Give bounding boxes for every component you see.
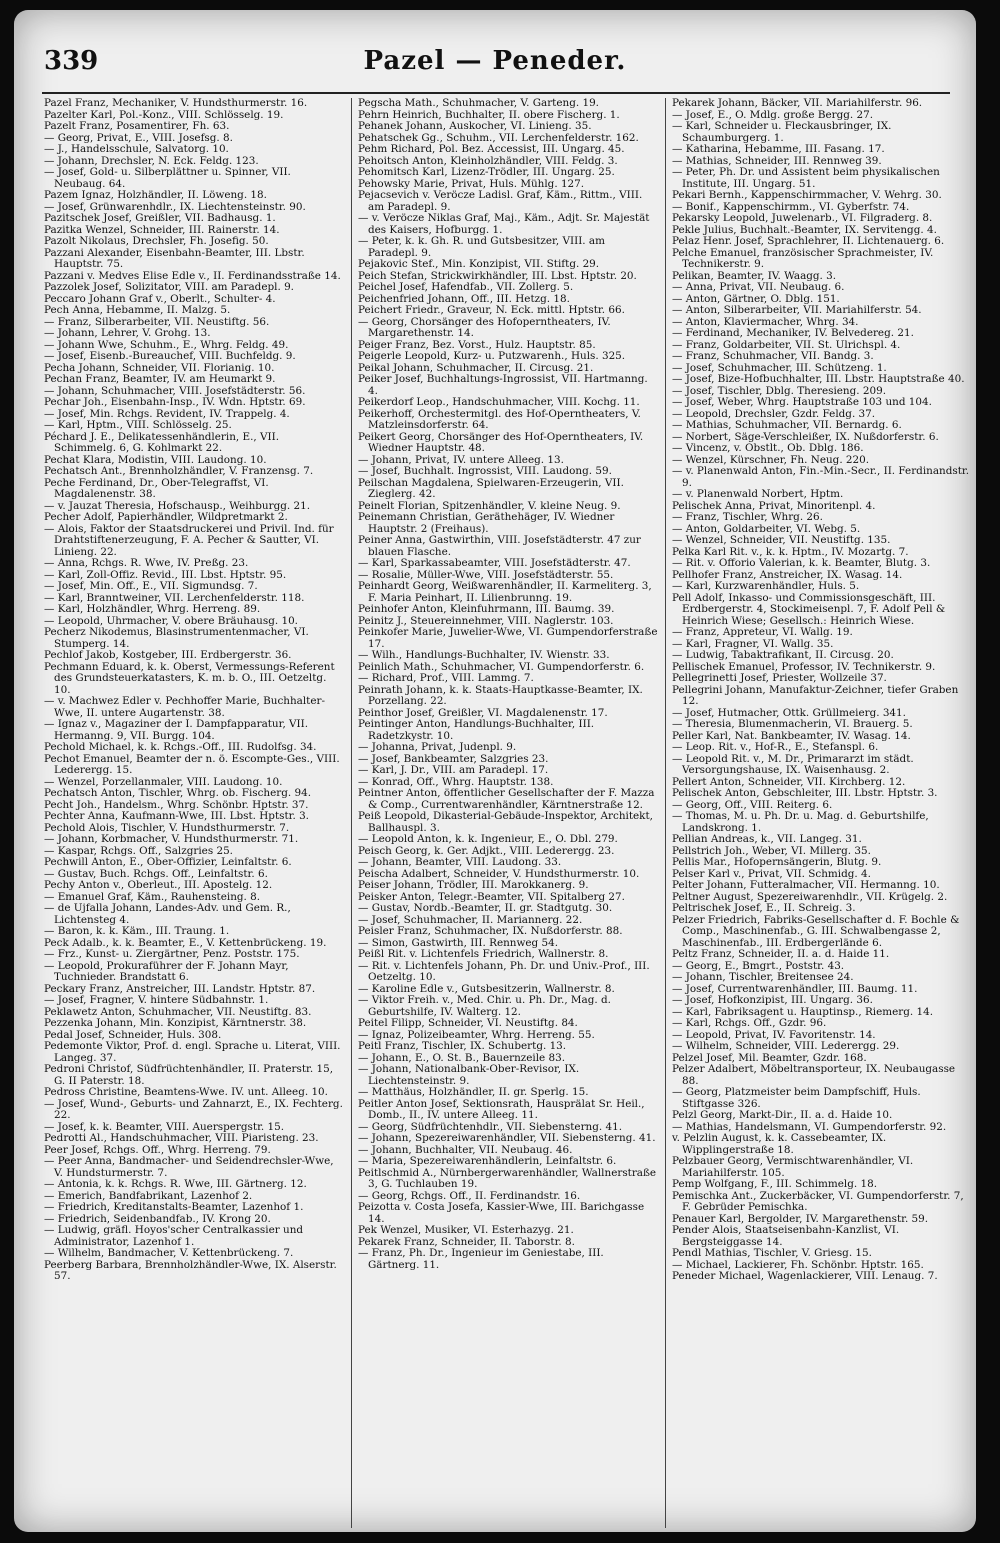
directory-entry: Pehm Richard, Pol. Bez. Accessist, III. Ungarg. 45. xyxy=(358,143,625,155)
directory-entry: Pelka Karl Rit. v., k. k. Hptm., IV. Mozartg. 7. xyxy=(672,545,909,558)
directory-entry: — Franz, Schuhmacher, VII. Bandg. 3. xyxy=(672,350,874,362)
directory-entry: Pecha Johann, Schneider, VII. Florianig. 10. xyxy=(44,361,275,374)
directory-entry: Peinkofer Marie, Juwelier-Wwe, VI. Gumpendorferstraße 17. xyxy=(358,626,658,650)
directory-entry: Peichel Josef, Hafendfab., VII. Zollerg. 5. xyxy=(358,281,574,293)
directory-entry: Peisker Anton, Telegr.-Beamter, VII. Spitalberg 27. xyxy=(358,890,625,903)
directory-entry: Peer Josef, Rchgs. Off., Whrg. Herreng. 79. xyxy=(44,1143,271,1156)
directory-entry: Pechatsch Anton, Tischler, Whrg. ob. Fischerg. 94. xyxy=(44,787,312,799)
directory-entry: — Josef, Schuhmacher, III. Schützeng. 1. xyxy=(672,361,887,374)
directory-entry: Pelzer Adalbert, Möbeltransporteur, IX. Neubaugasse 88. xyxy=(672,1063,956,1087)
directory-entry: — Maria, Spezereiwarenhändlerin, Leinfaltstr. 6. xyxy=(358,1155,617,1167)
directory-entry: Pekarek Johann, Bäcker, VII. Mariahilferstr. 96. xyxy=(672,98,923,109)
directory-entry: — v. Planenwald Norbert, Hptm. xyxy=(672,488,844,500)
directory-entry: Peischa Adalbert, Schneider, V. Hundsthurmerstr. 10. xyxy=(358,867,640,880)
directory-entry: Peizotta v. Costa Josefa, Kassier-Wwe, III. Barichgasse 14. xyxy=(358,1201,645,1225)
directory-entry: Pekarek Franz, Schneider, II. Taborstr. 8. xyxy=(358,1235,575,1248)
directory-entry: Pedal Josef, Schneider, Huls. 308. xyxy=(44,1028,222,1041)
directory-entry: — Theresia, Blumenmacherin, VI. Brauerg. 5. xyxy=(672,718,913,730)
directory-entry: Pechatsch Ant., Brennholzhändler, V. Franzensg. 7. xyxy=(44,465,314,477)
directory-entry: Pehrn Heinrich, Buchhalter, II. obere Fischerg. 1. xyxy=(358,108,620,121)
directory-entry: Pemischka Ant., Zuckerbäcker, VI. Gumpendorferstr. 7, F. Gebrüder Pemischka. xyxy=(672,1189,964,1213)
directory-entry: — Josef, Min. Off., E., VII. Sigmundsg. 7. xyxy=(44,580,258,592)
directory-entry: Peichert Friedr., Graveur, N. Eck. mittl. Hptstr. 66. xyxy=(358,304,625,316)
directory-entry: — de Ujfalla Johann, Landes-Adv. und Gem. R., Lichtensteg 4. xyxy=(44,902,291,926)
directory-entry: Pellstrich Joh., Weber, VI. Millerg. 35. xyxy=(672,844,871,857)
directory-entry: — Matthäus, Holzhändler, II. gr. Sperlg. 15. xyxy=(358,1086,589,1098)
directory-entry: Peisler Franz, Schuhmacher, IX. Nußdorferstr. 88. xyxy=(358,925,623,937)
directory-entry: Pechan Franz, Beamter, IV. am Heumarkt 9. xyxy=(44,373,276,385)
directory-entry: — Franz, Ph. Dr., Ingenieur im Geniestabe, III. Gärtnerg. 11. xyxy=(358,1247,604,1271)
directory-entry: Peintner Anton, öffentlicher Gesellschafter der F. Mazza & Comp., Currentwarenhändler, Kärntnerstraße 12. xyxy=(358,787,655,811)
directory-entry: — Bonif., Kappenschirmm., VI. Gyberfstr. 74. xyxy=(672,200,910,213)
directory-entry: Peikert Georg, Chorsänger des Hof-Operntheaters, IV. Wiedner Hauptstr. 48. xyxy=(358,430,644,454)
directory-entry: Peltz Franz, Schneider, II. a. d. Haide 11. xyxy=(672,948,890,960)
directory-entry: — Leopold, Privat, IV. Favoritenstr. 14. xyxy=(672,1028,876,1041)
directory-entry: — Leopold, Drechsler, Gzdr. Feldg. 37. xyxy=(672,407,876,420)
directory-entry: — Baron, k. k. Käm., III. Traung. 1. xyxy=(44,925,230,937)
page-header xyxy=(14,46,976,86)
directory-page xyxy=(14,10,976,1532)
directory-entry: Peikerdorf Leop., Handschuhmacher, VIII. Kochg. 11. xyxy=(358,396,640,408)
directory-entry: Peiner Anna, Gastwirthin, VIII. Josefstädterstr. 47 zur blauen Flasche. xyxy=(358,534,641,558)
directory-entry: — Leopold Rit. v., M. Dr., Primararzt im städt. Versorgungshause, IX. Waisenhausg. 2. xyxy=(672,752,914,776)
directory-entry: Pezzenka Johann, Min. Konzipist, Kärntnerstr. 38. xyxy=(44,1017,307,1029)
directory-entry: — Michael, Lackierer, Fh. Schönbr. Hptstr. 165. xyxy=(672,1258,924,1271)
directory-entry: — Johann, Buchhalter, VII. Neubaug. 46. xyxy=(358,1143,573,1156)
directory-entry: — Wilhelm, Schneider, VIII. Lederergg. 29. xyxy=(672,1040,900,1052)
directory-entry: Pehomitsch Karl, Lizenz-Trödler, III. Ungarg. 25. xyxy=(358,166,615,178)
directory-entry: — Norbert, Säge-Verschleißer, IX. Nußdorferstr. 6. xyxy=(672,430,939,443)
directory-entry: Pelzer Friedrich, Fabriks-Gesellschafter d. F. Bochle & Comp., Maschinenfab., G. III. Schwalbengasse 2, Maschinenfab., III. Erdbergerlände 6. xyxy=(672,913,960,949)
directory-entry: — Karl, Fragner, VI. Wallg. 35. xyxy=(672,637,834,650)
directory-entry: — Anton, Klaviermacher, Whrg. 34. xyxy=(672,315,859,328)
directory-entry: — v. Veröcze Niklas Graf, Maj., Käm., Adjt. Sr. Majestät des Kaisers, Hofburgg. 1. xyxy=(358,212,650,236)
directory-entry: Péchard J. E., Delikatessenhändlerin, E., VII. Schimmelg. 6, G. Kohlmarkt 22. xyxy=(44,430,280,454)
directory-entry: Pendl Mathias, Tischler, V. Griesg. 15. xyxy=(672,1247,872,1259)
directory-entry: Pazitka Wenzel, Schneider, III. Rainerstr. 14. xyxy=(44,223,280,236)
directory-entry: — Friedrich, Seidenbandfab., IV. Krong 20. xyxy=(44,1212,271,1225)
directory-entry: — J., Handelsschule, Salvatorg. 10. xyxy=(44,143,229,155)
directory-entry: Pehoitsch Anton, Kleinholzhändler, VIII. Feldg. 3. xyxy=(358,154,618,167)
directory-entry: — Johann, Korbmacher, V. Hundsthurmerstr. 71. xyxy=(44,833,299,845)
directory-entry: — Johann, Nationalbank-Ober-Revisor, IX. Liechtensteinstr. 9. xyxy=(358,1063,580,1087)
directory-entry: Peichenfried Johann, Off., III. Hetzg. 18. xyxy=(358,292,570,305)
directory-entry: Peller Karl, Nat. Bankbeamter, IV. Wasag. 14. xyxy=(672,729,911,742)
directory-entry: — Ferdinand, Mechaniker, IV. Belvedereg. 21. xyxy=(672,327,914,339)
directory-entry: Peccaro Johann Graf v., Oberlt., Schulter- 4. xyxy=(44,292,276,305)
directory-entry: — Friedrich, Kreditanstalts-Beamter, Lazenhof 1. xyxy=(44,1201,304,1213)
directory-entry: — Josef, Eisenb.-Bureauchef, VIII. Buchfeldg. 9. xyxy=(44,350,296,362)
directory-entry: — v. Machwez Edler v. Pechhoffer Marie, Buchhalter-Wwe, II. untere Augartenstr. 38. xyxy=(44,695,325,719)
directory-entry: — Anton, Goldarbeiter, VI. Webg. 5. xyxy=(672,522,861,535)
directory-entry: Pedemonte Viktor, Prof. d. engl. Sprache u. Literat, VIII. Langeg. 37. xyxy=(44,1040,341,1064)
directory-entry: — Josef, Bankbeamter, Salzgries 23. xyxy=(358,752,549,765)
directory-entry: — Karl, Fabriksagent u. Hauptinsp., Riemerg. 14. xyxy=(672,1005,934,1018)
directory-entry: — Georg, E., Bmgrt., Poststr. 43. xyxy=(672,959,845,972)
directory-entry: Pechmann Eduard, k. k. Oberst, Vermessungs-Referent des Grundsteuerkatasters, K. m. b. O., III. Oetzeltg. 10. xyxy=(44,660,335,696)
page-number: 339 xyxy=(44,46,99,76)
directory-entry: Peiß Leopold, Dikasterial-Gebäude-Inspektor, Architekt, Ballhauspl. 3. xyxy=(358,810,653,834)
directory-entry: Pejakovic Stef., Min. Konzipist, VII. Stiftg. 29. xyxy=(358,258,600,270)
directory-entry: Pellegrini Johann, Manufaktur-Zeichner, tiefer Graben 12. xyxy=(672,683,959,707)
directory-entry: — Vincenz, v. Obstlt., Ob. Dblg. 186. xyxy=(672,442,864,454)
directory-entry: — Wilhelm, Bandmacher, V. Kettenbrückeng. 7. xyxy=(44,1247,294,1259)
directory-entry: — Leop. Rit. v., Hof-R., E., Stefanspl. 6. xyxy=(672,741,879,753)
directory-entry: Pek Wenzel, Musiker, VI. Esterhazyg. 21. xyxy=(358,1224,574,1236)
directory-entry: Peigerle Leopold, Kurz- u. Putzwarenh., Huls. 325. xyxy=(358,350,626,362)
directory-entry: — Wilh., Handlungs-Buchhalter, IV. Wienstr. 33. xyxy=(358,649,610,661)
directory-entry: Pedross Christine, Beamtens-Wwe. IV. unt. Alleeg. 10. xyxy=(44,1086,328,1098)
directory-entry: — Georg, Chorsänger des Hofoperntheaters, IV. Margarethenstr. 14. xyxy=(358,315,611,339)
directory-entry: — Johann, Beamter, VIII. Laudong. 33. xyxy=(358,856,562,868)
directory-entry: — Johann, Lehrer, V. Grohg. 13. xyxy=(44,327,211,339)
directory-entry: — Anton, Gärtner, O. Dblg. 151. xyxy=(672,292,840,305)
directory-entry: Pegscha Math., Schuhmacher, V. Garteng. 19. xyxy=(358,98,599,109)
directory-entry: Peitler Anton Josef, Sektionsrath, Hausprälat Sr. Heil., Domb., II., IV. untere Alleeg. 11. xyxy=(358,1097,645,1121)
directory-entry: — Mathias, Handelsmann, VI. Gumpendorferstr. 92. xyxy=(672,1120,947,1133)
directory-entry: — Karl, Holzhändler, Whrg. Herreng. 89. xyxy=(44,603,261,615)
directory-entry: — Leopold Anton, k. k. Ingenieur, E., O. Dbl. 279. xyxy=(358,833,618,845)
directory-entry: Peerberg Barbara, Brennholzhändler-Wwe, IX. Alserstr. 57. xyxy=(44,1258,337,1282)
directory-entry: Peneder Michael, Wagenlackierer, VIII. Lenaug. 7. xyxy=(672,1270,938,1282)
column-3 xyxy=(672,98,972,1528)
directory-entry: — Rit. v. Lichtenfels Johann, Ph. Dr. und Univ.-Prof., III. Oetzeltg. 10. xyxy=(358,959,650,983)
directory-entry: Peinemann Christian, Geräthehäger, IV. Wiedner Hauptstr. 2 (Freihaus). xyxy=(358,511,615,535)
directory-entry: Pechwill Anton, E., Ober-Offizier, Leinfaltstr. 6. xyxy=(44,856,292,868)
directory-entry: Pejacsevich v. Veröcze Ladisl. Graf, Käm., Rittm., VIII. am Paradepl. 9. xyxy=(358,189,643,213)
directory-entry: Pechat Klara, Modistin, VIII. Laudong. 10. xyxy=(44,453,267,466)
directory-entry: Pechold Alois, Tischler, V. Hundsthurmerstr. 7. xyxy=(44,821,290,834)
directory-entry: Peinhofer Anton, Kleinfuhrmann, III. Baumg. 39. xyxy=(358,603,615,615)
directory-entry: Pechar Joh., Eisenbahn-Insp., IV. Wdn. Hptstr. 69. xyxy=(44,396,306,408)
directory-entry: — Karl, J. Dr., VIII. am Paradepl. 17. xyxy=(358,764,549,776)
directory-entry: Pelikan, Beamter, IV. Waagg. 3. xyxy=(672,269,837,282)
directory-entry: Peinlich Math., Schuhmacher, VI. Gumpendorferstr. 6. xyxy=(358,660,645,673)
directory-entry: Peiger Franz, Bez. Vorst., Hulz. Hauptstr. 85. xyxy=(358,338,596,351)
directory-entry: — Anna, Privat, VII. Neubaug. 6. xyxy=(672,281,845,293)
directory-entry: Peche Ferdinand, Dr., Ober-Telegraffst, VI. Magdalenenstr. 38. xyxy=(44,476,269,500)
directory-entry: Peltner August, Spezereiwarenhdlr., VII. Krügelg. 2. xyxy=(672,890,948,903)
directory-entry: — Johann, E., O. St. B., Bauernzeile 83. xyxy=(358,1051,566,1064)
directory-entry: Pelzl Georg, Markt-Dir., II. a. d. Haide 10. xyxy=(672,1109,893,1121)
header-rule xyxy=(42,92,950,94)
directory-entry: — Karl, Rchgs. Off., Gzdr. 96. xyxy=(672,1017,827,1029)
directory-entry: — Franz, Silberarbeiter, VII. Neustiftg. 56. xyxy=(44,315,270,328)
directory-entry: Pellhofer Franz, Anstreicher, IX. Wasag. 14. xyxy=(672,568,903,581)
directory-entry: — Ludwig, Tabaktrafikant, II. Circusg. 20. xyxy=(672,649,894,661)
directory-entry: Pazitschek Josef, Greißler, VII. Badhausg. 1. xyxy=(44,212,276,224)
directory-entry: Peinthor Josef, Greißler, VI. Magdalenenstr. 17. xyxy=(358,706,608,719)
column-1 xyxy=(44,98,344,1528)
directory-entry: — Franz, Tischler, Whrg. 26. xyxy=(672,511,823,523)
directory-entry: Pehowsky Marie, Privat, Huls. Mühlg. 127. xyxy=(358,177,585,190)
directory-entry: — Georg, Off., VIII. Reiterg. 6. xyxy=(672,798,833,811)
directory-entry: — Ludwig, gräfl. Hoyos'scher Centralkassier und Administrator, Lazenhof 1. xyxy=(44,1224,304,1248)
directory-entry: — Karl, Sparkassabeamter, VIII. Josefstädterstr. 47. xyxy=(358,557,631,569)
directory-entry: Pelischek Anna, Privat, Minoritenpl. 4. xyxy=(672,499,876,512)
directory-entry: — Alois, Faktor der Staatsdruckerei und Privil. Ind. für Drahtstiftenerzeugung, F. A. Pecher & Sautter, VI. Linieng. 22. xyxy=(44,522,334,558)
directory-entry: — Johann, Drechsler, N. Eck. Feldg. 123. xyxy=(44,154,259,167)
directory-entry: — Gustav, Buch. Rchgs. Off., Leinfaltstr. 6. xyxy=(44,867,268,880)
directory-entry: Pellert Anton, Schneider, VII. Kirchberg. 12. xyxy=(672,775,906,788)
directory-entry: — Konrad, Off., Whrg. Hauptstr. 138. xyxy=(358,775,554,788)
directory-entry: Pechold Michael, k. k. Rchgs.-Off., III. Rudolfsg. 34. xyxy=(44,741,317,753)
directory-entry: — Karl, Hptm., VIII. Schlösselg. 25. xyxy=(44,419,232,431)
directory-entry: Pell Adolf, Inkasso- und Commissionsgeschäft, III. Erdbergerstr. 4, Stockimeisenpl. 7, F. Adolf Pell & Heinrich Wiese; Gesellsch.: Heinrich Wiese. xyxy=(672,591,946,627)
directory-entry: — Anton, Silberarbeiter, VII. Mariahilferstr. 54. xyxy=(672,304,922,316)
directory-entry: Pechter Anna, Kaufmann-Wwe, III. Lbst. Hptstr. 3. xyxy=(44,810,309,822)
directory-entry: — Karl, Branntweiner, VII. Lerchenfelderstr. 118. xyxy=(44,591,305,604)
directory-entry: Pazolt Nikolaus, Drechsler, Fh. Josefig. 50. xyxy=(44,235,269,247)
directory-entry: Peitel Filipp, Schneider, VI. Neustiftg. 84. xyxy=(358,1017,578,1029)
directory-entry: — Viktor Freih. v., Med. Chir. u. Ph. Dr., Mag. d. Geburtshilfe, IV. Walterg. 12. xyxy=(358,994,611,1018)
directory-entry: Peinelt Florian, Spitzenhändler, V. kleine Neug. 9. xyxy=(358,499,621,512)
directory-entry: — Johann, Schuhmacher, VIII. Josefstädterstr. 56. xyxy=(44,384,306,397)
directory-entry: — Josef, Buchhalt. Ingrossist, VIII. Laudong. 59. xyxy=(358,465,612,477)
column-divider xyxy=(351,98,352,1528)
directory-entry: Peintinger Anton, Handlungs-Buchhalter, III. Radetzkystr. 10. xyxy=(358,718,595,742)
directory-entry: Pazelter Karl, Pol.-Konz., VIII. Schlösselg. 19. xyxy=(44,108,284,121)
directory-entry: — Emanuel Graf, Käm., Rauhensteing. 8. xyxy=(44,890,261,903)
directory-entry: Pazel Franz, Mechaniker, V. Hundsthurmerstr. 16. xyxy=(44,98,308,109)
directory-entry: v. Pelzlin August, k. k. Cassebeamter, IX. Wipplingerstraße 18. xyxy=(672,1132,887,1156)
directory-entry: — Leopold, Prokuraführer der F. Johann Mayr, Tuchnieder. Brandstatt 6. xyxy=(44,959,289,983)
directory-entry: Pechlof Jakob, Kostgeber, III. Erdbergerstr. 36. xyxy=(44,649,292,661)
entry-columns xyxy=(44,98,974,1528)
directory-entry: — Ignaz, Polizeibeamter, Whrg. Herreng. 55. xyxy=(358,1028,595,1041)
directory-entry: — Josef, Schuhmacher, II. Mariannerg. 22. xyxy=(358,913,583,926)
directory-entry: Pechot Emanuel, Beamter der n. ö. Escompte-Ges., VIII. Lederergg. 15. xyxy=(44,752,340,776)
directory-entry: — Wenzel, Kürschner, Fh. Neug. 220. xyxy=(672,453,870,466)
directory-entry: Pelzel Josef, Mil. Beamter, Gzdr. 168. xyxy=(672,1051,867,1064)
directory-entry: Pender Alois, Staatseisenbahn-Kanzlist, VI. Bergsteiggasse 14. xyxy=(672,1224,900,1248)
directory-entry: Peich Stefan, Strickwirkhändler, III. Lbst. Hptstr. 20. xyxy=(358,269,637,282)
directory-entry: Peiker Josef, Buchhaltungs-Ingrossist, VII. Hartmanng. 4. xyxy=(358,373,648,397)
directory-entry: — Emerich, Bandfabrikant, Lazenhof 2. xyxy=(44,1189,253,1202)
directory-entry: Pech Anna, Hebamme, II. Malzg. 5. xyxy=(44,304,231,316)
directory-entry: — Josef, Gold- u. Silberplättner u. Spinner, VII. Neubaug. 64. xyxy=(44,166,291,190)
directory-entry: — Georg, Südfrüchtenhdlr., VII. Siebensterng. 41. xyxy=(358,1120,623,1133)
directory-entry: Pechy Anton v., Oberleut., III. Apostelg. 12. xyxy=(44,879,273,891)
directory-entry: Pelche Emanuel, französischer Sprachmeister, IV. Technikerstr. 9. xyxy=(672,246,934,270)
directory-entry: Pellian Andreas, k., VII. Langeg. 31. xyxy=(672,833,862,845)
directory-entry: Pecher Adolf, Papierhändler, Wildpretmarkt 2. xyxy=(44,511,288,523)
directory-entry: Pazzolek Josef, Solizitator, VIII. am Paradepl. 9. xyxy=(44,281,294,293)
directory-entry: — Josef, Weber, Whrg. Hauptstraße 103 und 104. xyxy=(672,396,932,408)
directory-entry: — Peter, Ph. Dr. und Assistent beim physikalischen Institute, III. Ungarg. 51. xyxy=(672,166,940,190)
directory-entry: Pekari Bernh., Kappenschirmmacher, V. Wehrg. 30. xyxy=(672,189,942,201)
column-divider xyxy=(665,98,666,1528)
directory-entry: Pazzani Alexander, Eisenbahn-Beamter, III. Lbstr. Hauptstr. 75. xyxy=(44,246,305,270)
directory-entry: — Josef, Currentwarenhändler, III. Baumg. 11. xyxy=(672,982,918,995)
directory-entry: Peltrischek Josef, E., II. Schreig. 3. xyxy=(672,902,856,914)
directory-entry: Pazem Ignaz, Holzhändler, II. Löweng. 18. xyxy=(44,189,267,201)
directory-entry: — Peter, k. k. Gh. R. und Gutsbesitzer, VIII. am Paradepl. 9. xyxy=(358,235,605,259)
directory-entry: Penauer Karl, Bergolder, IV. Margarethenstr. 59. xyxy=(672,1212,929,1225)
directory-entry: Peckary Franz, Anstreicher, III. Landstr. Hptstr. 87. xyxy=(44,982,316,995)
directory-entry: — Johann, Privat, IV. untere Alleeg. 13. xyxy=(358,453,564,466)
directory-entry: Peklawetz Anton, Schuhmacher, VII. Neustiftg. 83. xyxy=(44,1005,312,1018)
directory-entry: — Thomas, M. u. Ph. Dr. u. Mag. d. Geburtshilfe, Landskrong. 1. xyxy=(672,810,929,834)
directory-entry: Pemp Wolfgang, F., III. Schimmelg. 18. xyxy=(672,1178,878,1190)
directory-entry: — Rit. v. Offorio Valerian, k. k. Beamter, Blutg. 3. xyxy=(672,557,931,569)
directory-entry: — Karoline Edle v., Gutsbesitzerin, Wallnerstr. 8. xyxy=(358,982,615,995)
directory-entry: — Georg, Platzmeister beim Dampfschiff, Huls. Stiftgasse 326. xyxy=(672,1086,921,1110)
directory-entry: Pelaz Henr. Josef, Sprachlehrer, II. Lichtenauerg. 6. xyxy=(672,235,945,247)
directory-entry: Pehatschek Gg., Schuhm., VII. Lerchenfelderstr. 162. xyxy=(358,131,639,144)
directory-entry: Peitl Franz, Tischler, IX. Schubertg. 13. xyxy=(358,1040,567,1052)
directory-entry: Pellegrinetti Josef, Priester, Wollzeile 37. xyxy=(672,672,887,684)
directory-entry: Pazzani v. Medves Elise Edle v., II. Ferdinandsstraße 14. xyxy=(44,269,341,282)
directory-entry: — Josef, Tischler, Dblg. Theresieng. 209. xyxy=(672,384,887,397)
directory-entry: — Josef, Min. Rchgs. Revident, IV. Trappelg. 4. xyxy=(44,407,290,420)
directory-entry: Peiser Johann, Trödler, III. Marokkanerg. 9. xyxy=(358,879,589,891)
directory-entry: — Josef, Fragner, V. hintere Südbahnstr. 1. xyxy=(44,994,269,1006)
directory-entry: Peikerhoff, Orchestermitgl. des Hof-Operntheaters, V. Matzleinsdorferstr. 64. xyxy=(358,407,641,431)
directory-entry: — Karl, Kurzwarenhändler, Huls. 5. xyxy=(672,580,860,592)
directory-entry: — Josef, E., O. Mdlg. große Bergg. 27. xyxy=(672,108,874,121)
directory-entry: Peinrath Johann, k. k. Staats-Hauptkasse-Beamter, IX. Porzellang. 22. xyxy=(358,683,643,707)
directory-entry: — Franz, Appreteur, VI. Wallg. 19. xyxy=(672,626,853,638)
directory-entry: — Franz, Goldarbeiter, VII. St. Ulrichspl. 4. xyxy=(672,338,901,351)
directory-entry: — Ignaz v., Magaziner der I. Dampfapparatur, VII. Hermanng. 9, VII. Burgg. 104. xyxy=(44,718,309,742)
directory-entry: Peikal Johann, Schuhmacher, II. Circusg. 21. xyxy=(358,361,594,374)
directory-entry: — Katharina, Hebamme, III. Fasang. 17. xyxy=(672,143,885,155)
directory-entry: Pellischek Emanuel, Professor, IV. Technikerstr. 9. xyxy=(672,660,936,673)
directory-entry: Pelzbauer Georg, Vermischtwarenhändler, VI. Mariahilferstr. 105. xyxy=(672,1155,914,1179)
directory-entry: — Kaspar, Rchgs. Off., Salzgries 25. xyxy=(44,844,233,857)
directory-entry: Peinhardt Georg, Weißwarenhändler, II. Karmeliterg. 3, F. Maria Peinhart, II. Lilienbrunng. 19. xyxy=(358,580,652,604)
directory-entry: — Johanna, Privat, Judenpl. 9. xyxy=(358,741,517,753)
directory-entry: — Wenzel, Porzellanmaler, VIII. Laudong. 10. xyxy=(44,775,283,788)
directory-entry: Pecht Joh., Handelsm., Whrg. Schönbr. Hptstr. 37. xyxy=(44,798,309,811)
directory-entry: — Mathias, Schuhmacher, VII. Bernardg. 6. xyxy=(672,419,902,431)
directory-entry: — Mathias, Schneider, III. Rennweg 39. xyxy=(672,154,882,167)
directory-entry: — Josef, Bize-Hofbuchhalter, III. Lbstr. Hauptstraße 40. xyxy=(672,373,965,385)
directory-entry: Peilschan Magdalena, Spielwaren-Erzeugerin, VII. Zieglerg. 42. xyxy=(358,476,624,500)
directory-entry: Peißl Rit. v. Lichtenfels Friedrich, Wallnerstr. 8. xyxy=(358,948,609,960)
directory-entry: — Josef, Grünwarenhdlr., IX. Liechtensteinstr. 90. xyxy=(44,200,306,213)
directory-entry: — Johann, Tischler, Breitensee 24. xyxy=(672,971,854,983)
directory-entry: — Georg, Rchgs. Off., II. Ferdinandstr. 16. xyxy=(358,1189,581,1202)
directory-entry: Pehanek Johann, Auskocher, VI. Linieng. 35. xyxy=(358,120,592,132)
directory-entry: — Wenzel, Schneider, VII. Neustiftg. 135. xyxy=(672,534,891,546)
directory-entry: — Josef, Hofkonzipist, III. Ungarg. 36. xyxy=(672,994,873,1006)
directory-entry: Peitlschmid A., Nürnbergerwarenhändler, Wallnerstraße 3, G. Tuchlauben 19. xyxy=(358,1166,657,1190)
directory-entry: — Frz., Kunst- u. Ziergärtner, Penz. Poststr. 175. xyxy=(44,948,300,960)
directory-entry: — Johann, Spezereiwarenhändler, VII. Siebensterng. 41. xyxy=(358,1132,656,1144)
directory-entry: Pellis Mar., Hofopernsängerin, Blutg. 9. xyxy=(672,856,882,868)
directory-entry: — Johann Wwe, Schuhm., E., Whrg. Feldg. 49. xyxy=(44,338,289,351)
directory-entry: Pedrotti Al., Handschuhmacher, VIII. Piaristeng. 23. xyxy=(44,1132,319,1144)
directory-entry: — Rosalie, Müller-Wwe, VIII. Josefstädterstr. 55. xyxy=(358,568,614,581)
directory-entry: Pelter Johann, Futteralmacher, VII. Hermanng. 10. xyxy=(672,879,940,891)
directory-entry: Pecherz Nikodemus, Blasinstrumentenmacher, VI. Stumperg. 14. xyxy=(44,626,309,650)
directory-entry: Pelser Karl v., Privat, VII. Schmidg. 4. xyxy=(672,867,871,880)
directory-entry: — Simon, Gastwirth, III. Rennweg 54. xyxy=(358,936,558,949)
directory-entry: — Gustav, Nordb.-Beamter, II. gr. Stadtgutg. 30. xyxy=(358,902,613,914)
directory-entry: — Antonia, k. k. Rchgs. R. Wwe, III. Gärtnerg. 12. xyxy=(44,1178,307,1190)
directory-entry: — Josef, Hutmacher, Ottk. Grüllmeierg. 341. xyxy=(672,706,906,719)
directory-entry: — Richard, Prof., VIII. Lammg. 7. xyxy=(358,672,534,684)
directory-entry: — Josef, k. k. Beamter, VIII. Auerspergstr. 15. xyxy=(44,1120,285,1133)
directory-entry: Pelischek Anton, Gebschleiter, III. Lbstr. Hptstr. 3. xyxy=(672,787,938,799)
directory-entry: Peck Adalb., k. k. Beamter, E., V. Kettenbrückeng. 19. xyxy=(44,936,327,949)
directory-entry: Pekarsky Leopold, Juwelenarb., VI. Filgraderg. 8. xyxy=(672,212,933,224)
directory-entry: Peisch Georg, k. Ger. Adjkt., VIII. Lederergg. 23. xyxy=(358,844,615,857)
directory-entry: — Leopold, Uhrmacher, V. obere Bräuhausg. 10. xyxy=(44,614,298,627)
directory-entry: Pedroni Christof, Südfrüchtenhändler, II. Praterstr. 15, G. II Paterstr. 18. xyxy=(44,1063,333,1087)
directory-entry: — v. Planenwald Anton, Fin.-Min.-Secr., II. Ferdinandstr. 9. xyxy=(672,465,970,489)
directory-entry: — v. Jauzat Theresia, Hofschausp., Weihburgg. 21. xyxy=(44,499,311,512)
directory-entry: Peinitz J., Steuereinnehmer, VIII. Naglerstr. 103. xyxy=(358,614,614,627)
directory-entry: — Georg, Privat, E., VIII. Josefsg. 8. xyxy=(44,131,233,144)
running-title: Pazel — Peneder. xyxy=(363,46,627,76)
directory-entry: — Anna, Rchgs. R. Wwe, IV. Preßg. 23. xyxy=(44,557,249,569)
column-2 xyxy=(358,98,658,1528)
directory-entry: Pazelt Franz, Posamentirer, Fh. 63. xyxy=(44,120,230,132)
directory-entry: — Josef, Wund-, Geburts- und Zahnarzt, E., IX. Fechterg. 22. xyxy=(44,1097,343,1121)
directory-entry: — Peer Anna, Bandmacher- und Seidendrechsler-Wwe, V. Hundsturmerstr. 7. xyxy=(44,1155,334,1179)
directory-entry: — Karl, Schneider u. Fleckausbringer, IX. Schaumburgerg. 1. xyxy=(672,120,892,144)
directory-entry: Pekle Julius, Buchhalt.-Beamter, IX. Servitengg. 4. xyxy=(672,223,937,236)
directory-entry: — Karl, Zoll-Offiz. Revid., III. Lbst. Hptstr. 95. xyxy=(44,568,287,581)
